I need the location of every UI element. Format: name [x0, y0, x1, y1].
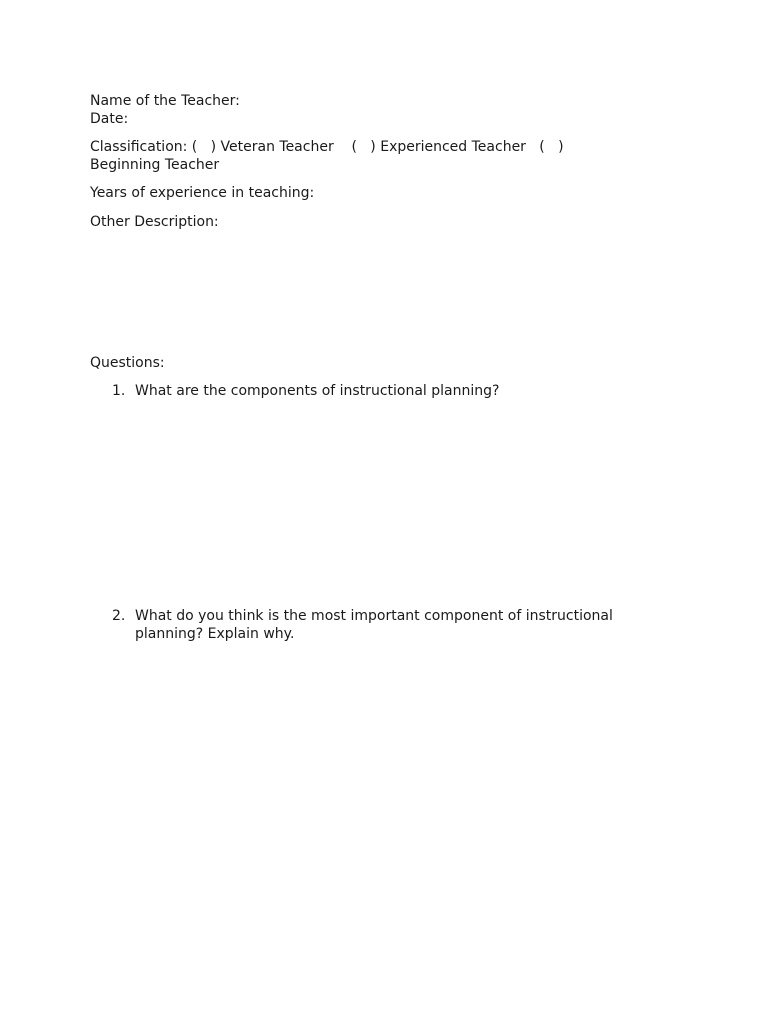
question-text: What are the components of instructional planning? [135, 383, 500, 399]
questions-heading: Questions: [90, 355, 165, 371]
question-item-2 [112, 607, 632, 642]
question-number: 1. [112, 383, 126, 399]
years-experience-label: Years of experience in teaching: [90, 185, 315, 201]
question-number: 2. [112, 608, 126, 624]
question-text: What do you think is the most important component of instructional planning? Explain why. [135, 608, 613, 642]
question-item-1 [112, 382, 632, 400]
date-label: Date: [90, 111, 129, 127]
other-description-label: Other Description: [90, 214, 219, 230]
teacher-name-label: Name of the Teacher: [90, 93, 240, 109]
classification-line: Classification: ( ) Veteran Teacher ( ) Experienced Teacher ( ) Beginning Teacher [90, 139, 569, 173]
